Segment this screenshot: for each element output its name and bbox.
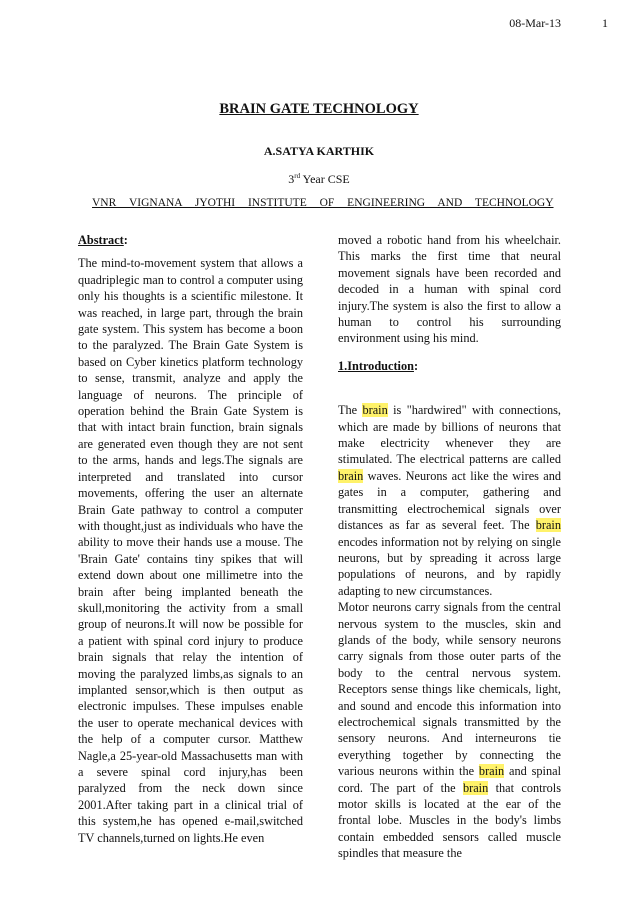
header-date: 08-Mar-13: [509, 16, 561, 30]
right-column: [338, 232, 561, 862]
page-number: 1: [602, 16, 608, 30]
motor-text: Motor neurons carry signals from the central nervous system to the muscles, skin and glands of the body, while sensory neurons carry signals from those outer parts of the body to the central nervous system. Receptors sense things like chemicals, light, and sound and encode this information into electrochemical signals transmitted by the sensory neurons. And interneurons tie everything together by connecting the various neurons within the: [338, 600, 561, 779]
intro-text: encodes information not by relying on single neurons, but by spreading it across large populations of neurons, and by rapidly adapting to new circumstances.: [338, 534, 561, 598]
page-header: [509, 16, 608, 31]
intro-text: waves. Neurons act like the wires and gates in a computer, gathering and transmitting electrochemical signals over distances as far as several feet. The: [338, 468, 561, 533]
college-name: VNR VIGNANA JYOTHI INSTITUTE OF ENGINEERING AND TECHNOLOGY: [92, 197, 554, 209]
highlighted-word: brain: [478, 764, 505, 779]
year-number: 3: [288, 172, 295, 186]
highlighted-word: brain: [535, 518, 561, 533]
introduction-heading: 1.Introduction: [338, 358, 414, 373]
motor-text: that controls motor skills is located at the ear of the frontal lobe. Muscles in the body's limbs contain embedded sensors called muscle spindles that measure the: [338, 780, 561, 861]
author-name: A.SATYA KARTHIK: [263, 144, 375, 158]
author-year: [0, 172, 638, 187]
year-ordinal-suffix: rd: [294, 172, 301, 180]
abstract-colon: :: [123, 233, 128, 247]
document-title: BRAIN GATE TECHNOLOGY: [219, 101, 419, 117]
left-column: [78, 232, 303, 846]
abstract-continuation: moved a robotic hand from his wheelchair. This marks the first time that neural movement signals have been recorded and decoded in a human with spinal cord injury.The system is also the first to allow a human to control his surrounding environment using his mind.: [338, 233, 561, 346]
motor-neurons-paragraph: [338, 599, 561, 862]
introduction-heading-line: [338, 358, 561, 374]
highlighted-word: brain: [462, 780, 489, 795]
introduction-colon: :: [413, 358, 419, 373]
motor-text: and spinal cord. The part of the: [338, 764, 561, 795]
intro-text: The: [338, 403, 363, 418]
abstract-heading-line: [78, 232, 303, 248]
abstract-text: The mind-to-movement system that allows a quadriplegic man to control a computer using only his thoughts is a scientific milestone. It was reached, in large part, through the brain gate system. This system has become a boon to the paralyzed. The Brain Gate System is based on Cyber kinetics platform technology to sense, transmit, analyze and apply the language of neurons. The principle of operation behind the Brain Gate System is that with intact brain function, brain signals are generated even though they are not sent to the arms, hands and legs.The signals are interpreted and translated into cursor movements, offering the user an alternate Brain Gate pathway to control a computer with thought,just as individuals who have the ability to move their hands use a mouse. The 'Brain Gate' contains tiny spikes that will extend down about one millimetre into the brain after being implanted beneath the skull,monitoring the activity from a small group of neurons.It will now be possible for a patient with spinal cord injury to produce brain signals that relay the intention of moving the paralyzed limbs,as signals to an implanted sensor,which is then output as electronic impulses. These impulses enable the user to operate mechanical devices with the help of a computer cursor. Matthew Nagle,a 25-year-old Massachusetts man with a severe spinal cord injury,has been paralyzed from the neck down since 2001.After taking part in a clinical trial of this system,he has opened e-mail,switched TV channels,turned on lights.He even: [78, 256, 303, 845]
year-rest: Year CSE: [300, 172, 350, 186]
highlighted-word: brain: [362, 403, 388, 418]
abstract-heading: Abstract: [78, 233, 124, 247]
highlighted-word: brain: [338, 468, 364, 483]
introduction-paragraph: [338, 402, 561, 599]
intro-text: is "hardwired" with connections, which are made by billions of neurons that make electricity whenever they are stimulated. The electrical patterns are called: [338, 403, 561, 467]
